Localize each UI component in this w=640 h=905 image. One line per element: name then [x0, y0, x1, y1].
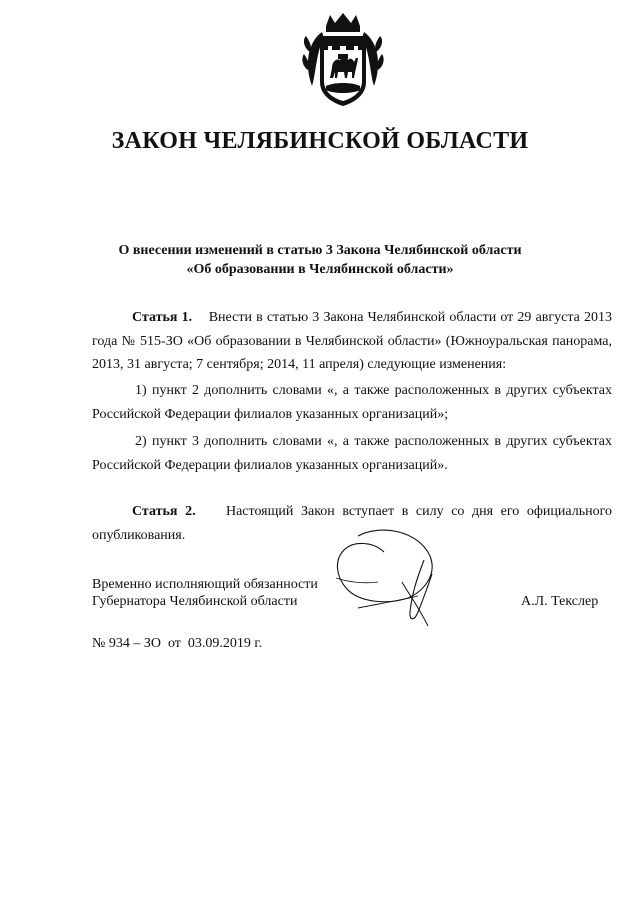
article-2-text: Настоящий Закон вступает в силу со дня его официального опубликования. — [92, 504, 613, 543]
item-2-text: 2) пункт 3 дополнить словами «, а также расположенных в других субъектах Российской Федерации филиалов указанных организаций». — [92, 434, 612, 473]
article-2-label: Статья 2. — [132, 504, 196, 519]
coat-of-arms-icon — [302, 12, 384, 110]
article-1-item-2 — [92, 430, 612, 477]
signature-image — [318, 522, 448, 628]
signer-position-line1: Временно исполняющий обязанности — [92, 577, 318, 592]
article-1-text: Внести в статью 3 Закона Челябинской области от 29 августа 2013 года № 515-ЗО «Об образовании в Челябинской области» (Южноуральская панорама, 2013, 31 августа; 7 сентября; 2014, 11 апреля) следующие изменения: — [92, 310, 613, 372]
signer-position-line2: Губернатора Челябинской области — [92, 594, 298, 609]
law-number: № 934 – ЗО от 03.09.2019 г. — [92, 636, 263, 651]
signer-name: А.Л. Текслер — [521, 594, 599, 609]
article-1-label: Статья 1. — [132, 310, 193, 325]
article-1-item-1 — [92, 379, 612, 426]
document-title: ЗАКОН ЧЕЛЯБИНСКОЙ ОБЛАСТИ — [111, 128, 529, 154]
document-heading-line1: О внесении изменений в статью 3 Закона Челябинской области — [118, 243, 522, 258]
item-1-text: 1) пункт 2 дополнить словами «, а также расположенных в других субъектах Российской Федерации филиалов указанных организаций»; — [92, 383, 612, 422]
document-heading-line2: «Об образовании в Челябинской области» — [186, 262, 454, 277]
article-1 — [92, 306, 612, 377]
